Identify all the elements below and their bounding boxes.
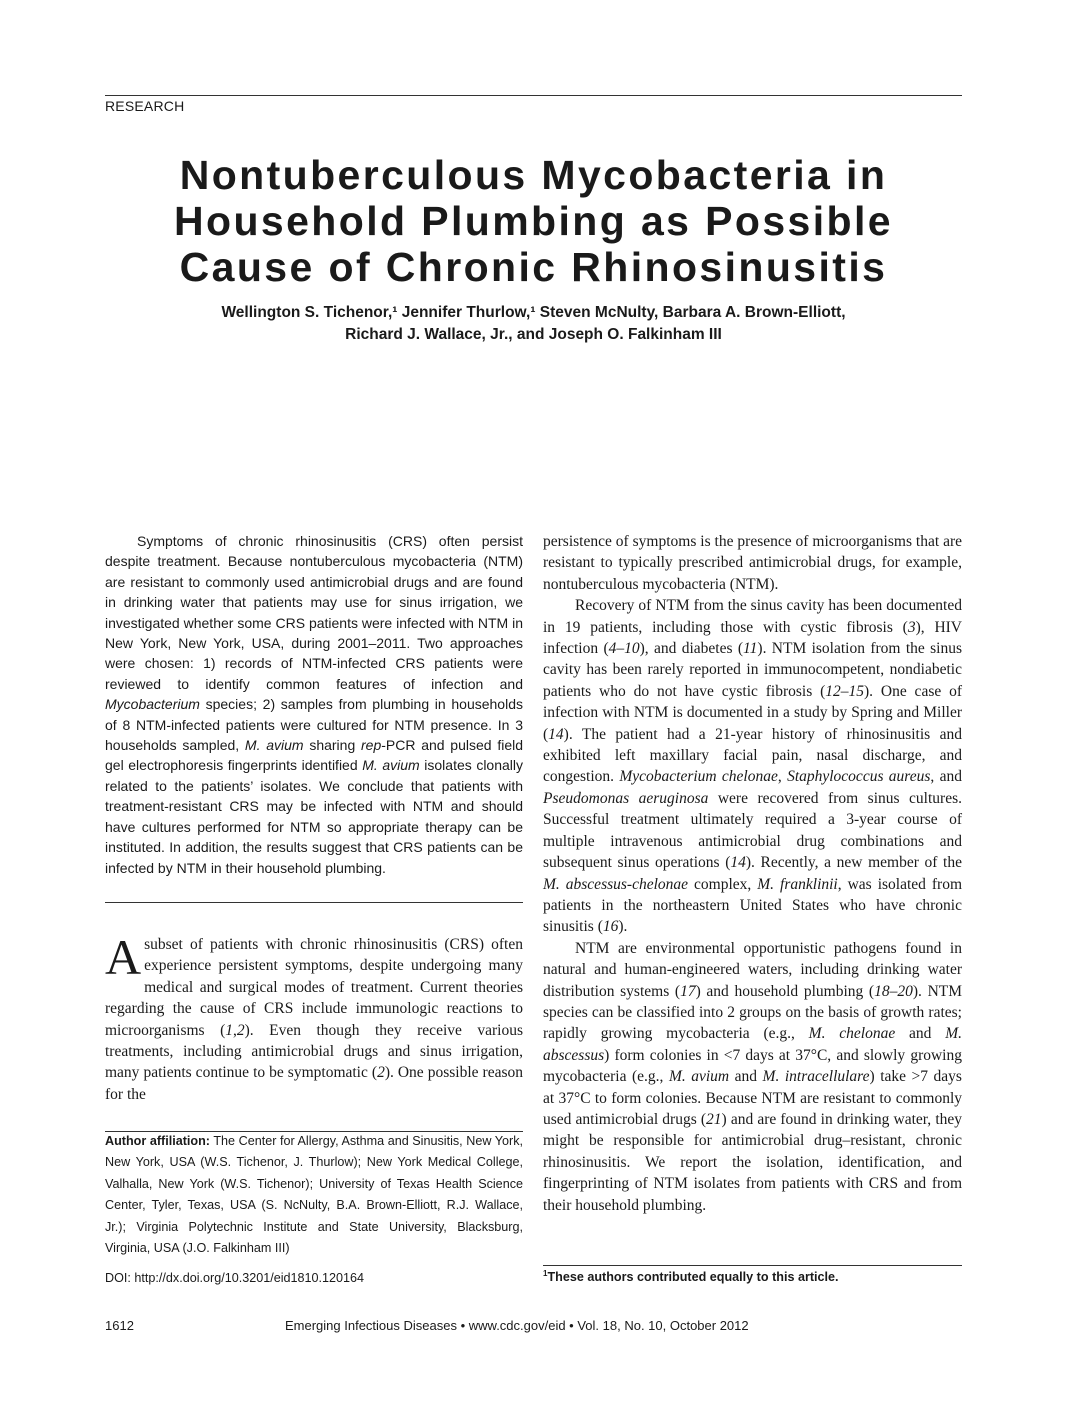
footnote-mark: 1: [543, 1269, 548, 1278]
body-text: ) and are found in drinking water, they might be responsible for antimicrobial drug–resistant, chronic rhinosinusitis. We report the isolation, identification, and fingerprinting of NTM isolates from patients with CRS and from their household plumbing.: [543, 1110, 962, 1214]
species-name: Mycobacterium chelonae: [619, 768, 778, 786]
body-text: ) take >7 days at 37°C to form colonies. Because NTM are resistant to commonly used antimicrobial drugs (: [543, 1068, 962, 1128]
article-title: [105, 152, 962, 290]
body-text: Recovery of NTM from the sinus cavity has been documented in 19 patients, including those with cystic fibrosis (: [543, 597, 962, 636]
body-paragraph: [543, 595, 962, 938]
body-text: were recovered from sinus cultures. Successful treatment ultimately required a 3-year course of multiple intravenous antimicrobial drug combinations and subsequent sinus operations (: [543, 789, 962, 872]
body-text: NTM are environmental opportunistic pathogens found in natural and human-engineered waters, including drinking water distribution systems (: [543, 939, 962, 1000]
abstract-text: species; 2) samples from plumbing in households of 8 NTM-infected patients were cultured for NTM presence. In 3 households sampled,: [105, 696, 523, 754]
header-rule: [105, 95, 962, 96]
section-label: RESEARCH: [105, 98, 185, 114]
footnote-text: These authors contributed equally to this article.: [547, 1270, 839, 1285]
body-text: ). NTM isolation from the sinus cavity has been rarely reported in immunocompetent, nondiabetic patients who do not have cystic fibrosis (: [543, 640, 962, 700]
species-name: M. avium: [668, 1068, 730, 1086]
species-name: M. abscessus-chelonae: [543, 875, 689, 893]
abstract-text: sharing: [303, 737, 361, 754]
species-name: M. franklinii: [757, 875, 838, 893]
body-text: ) and household plumbing (: [695, 982, 875, 1000]
species-name: M. avium: [244, 737, 304, 754]
reference-link[interactable]: 16: [602, 918, 619, 936]
title-line-2: Household Plumbing as Possible: [174, 198, 893, 244]
title-line-3: Cause of Chronic Rhinosinusitis: [179, 244, 888, 290]
body-text: and: [729, 1068, 763, 1086]
species-name: M. avium: [362, 757, 420, 774]
reference-link[interactable]: 18–20: [874, 982, 913, 1000]
reference-link[interactable]: 3: [907, 618, 916, 636]
title-line-1: Nontuberculous Mycobacteria in: [179, 152, 888, 198]
body-text: ). Recently, a new member of the: [745, 854, 962, 872]
species-name: M. intracellulare: [762, 1068, 870, 1086]
reference-link[interactable]: 14: [548, 725, 564, 743]
body-text: ). One possible reason for the: [105, 1064, 523, 1103]
affiliation-text: The Center for Allergy, Asthma and Sinusitis, New York, New York, USA (W.S. Tichenor, J. Thurlow); New York Medical College, Valhalla, New York (W.S. Tichenor); University of Texas Health Science Center, Tyler, Texas, USA (S. NcNulty, B.A. Brown-Elliott, R.J. Wallace, Jr.); Virginia Polytechnic Institute and State University, Blacksburg, Virginia, USA (J.O. Falkinham III): [105, 1134, 523, 1256]
body-paragraph: persistence of symptoms is the presence of microorganisms that are resistant to typically prescribed antimicrobial drugs, for example, nontuberculous mycobacteria (NTM).: [543, 533, 962, 593]
authors-line-2: Richard J. Wallace, Jr., and Joseph O. Falkinham III: [345, 326, 722, 343]
body-text: ), and diabetes (: [639, 640, 744, 658]
species-name: M. abscessus: [543, 1025, 962, 1064]
body-text: ). Even though they receive various treatments, including antimicrobial drugs and sinus irrigation, many patients continue to be symptomatic (: [105, 1021, 523, 1082]
abstract-text: isolates clonally related to the patients’ isolates. We conclude that patients with treatment-resistant CRS may be infected with NTM and should have cultures performed for NTM so appropriate therapy can be instituted. In addition, the results suggest that CRS patients can be infected by NTM in their household plumbing.: [105, 757, 524, 876]
abstract-paragraph: [105, 531, 523, 878]
body-text: ,: [777, 768, 788, 786]
authors-line-1: Wellington S. Tichenor,¹ Jennifer Thurlow,¹ Steven McNulty, Barbara A. Brown-Elliott,: [221, 304, 846, 321]
species-name: Staphylococcus aureus: [787, 768, 931, 786]
journal-footer: Emerging Infectious Diseases • www.cdc.gov/eid • Vol. 18, No. 10, October 2012: [285, 1318, 749, 1333]
footnote-rule: [543, 1265, 962, 1266]
body-text: ). One case of infection with NTM is documented in a study by Spring and Miller (: [543, 682, 962, 743]
drop-cap: A: [105, 929, 142, 985]
body-text: and: [895, 1025, 946, 1043]
body-text: ).: [618, 918, 628, 936]
reference-link[interactable]: 11: [743, 640, 758, 658]
body-text: complex,: [688, 875, 758, 893]
body-text: ) form colonies in <7 days at 37°C, and slowly growing mycobacteria (e.g.,: [543, 1046, 962, 1086]
reference-link[interactable]: 12–15: [825, 682, 864, 700]
affiliation-label: Author affiliation:: [105, 1134, 210, 1148]
reference-link[interactable]: 4–10: [608, 640, 640, 658]
right-column: [543, 531, 962, 1216]
method-name: rep: [361, 737, 382, 754]
author-list: [105, 302, 962, 346]
reference-link[interactable]: 17: [680, 982, 696, 1000]
body-text: , was isolated from patients in the northeastern United States who have chronic sinusitis (: [543, 875, 963, 936]
species-name: M. chelonae: [808, 1025, 896, 1043]
abstract: [105, 531, 523, 878]
body-paragraph: [543, 938, 962, 1216]
doi-link[interactable]: DOI: http://dx.doi.org/10.3201/eid1810.120164: [105, 1271, 365, 1285]
reference-link[interactable]: 1: [225, 1021, 233, 1039]
page-number: 1612: [105, 1318, 134, 1333]
species-name: Pseudomonas aeruginosa: [543, 789, 709, 807]
body-text: ), HIV infection (: [543, 618, 962, 658]
body-text: , and: [930, 768, 962, 786]
species-name: Mycobacterium: [105, 696, 200, 713]
reference-link[interactable]: 14: [730, 854, 746, 872]
body-text: ,: [232, 1021, 237, 1039]
body-text: ). The patient had a 21-year history of rhinosinusitis and exhibited left maxillary facial pain, nasal discharge, and congestion.: [543, 725, 962, 786]
author-affiliation: [105, 1131, 523, 1259]
introduction: [105, 929, 523, 1105]
reference-link[interactable]: 21: [706, 1110, 722, 1128]
intro-paragraph: [105, 929, 523, 1105]
body-text: ). NTM species can be classified into 2 groups on the basis of growth rates; rapidly growing mycobacteria (e.g.,: [543, 982, 963, 1043]
abstract-text: -PCR and pulsed field gel electrophoresis fingerprints identified: [105, 737, 523, 774]
body-text: subset of patients with chronic rhinosinusitis (CRS) often experience persistent symptoms, despite undergoing many medical and surgical modes of treatment. Current theories regarding the cause of CRS include immunologic reactions to microorganisms (: [105, 936, 523, 1039]
reference-link[interactable]: 2: [236, 1021, 245, 1039]
abstract-text: Symptoms of chronic rhinosinusitis (CRS) often persist despite treatment. Because nontuberculous mycobacteria (NTM) are resistant to commonly used antimicrobial drugs and are found in drinking water that patients may use for sinus irrigation, we investigated whether some CRS patients were infected with NTM in New York, New York, USA, during 2001–2011. Two approaches were chosen: 1) records of NTM-infected CRS patients were reviewed to identify common features of infection and: [105, 533, 523, 692]
footnote: [543, 1269, 839, 1284]
abstract-rule: [105, 902, 523, 903]
reference-link[interactable]: 2: [377, 1064, 385, 1082]
